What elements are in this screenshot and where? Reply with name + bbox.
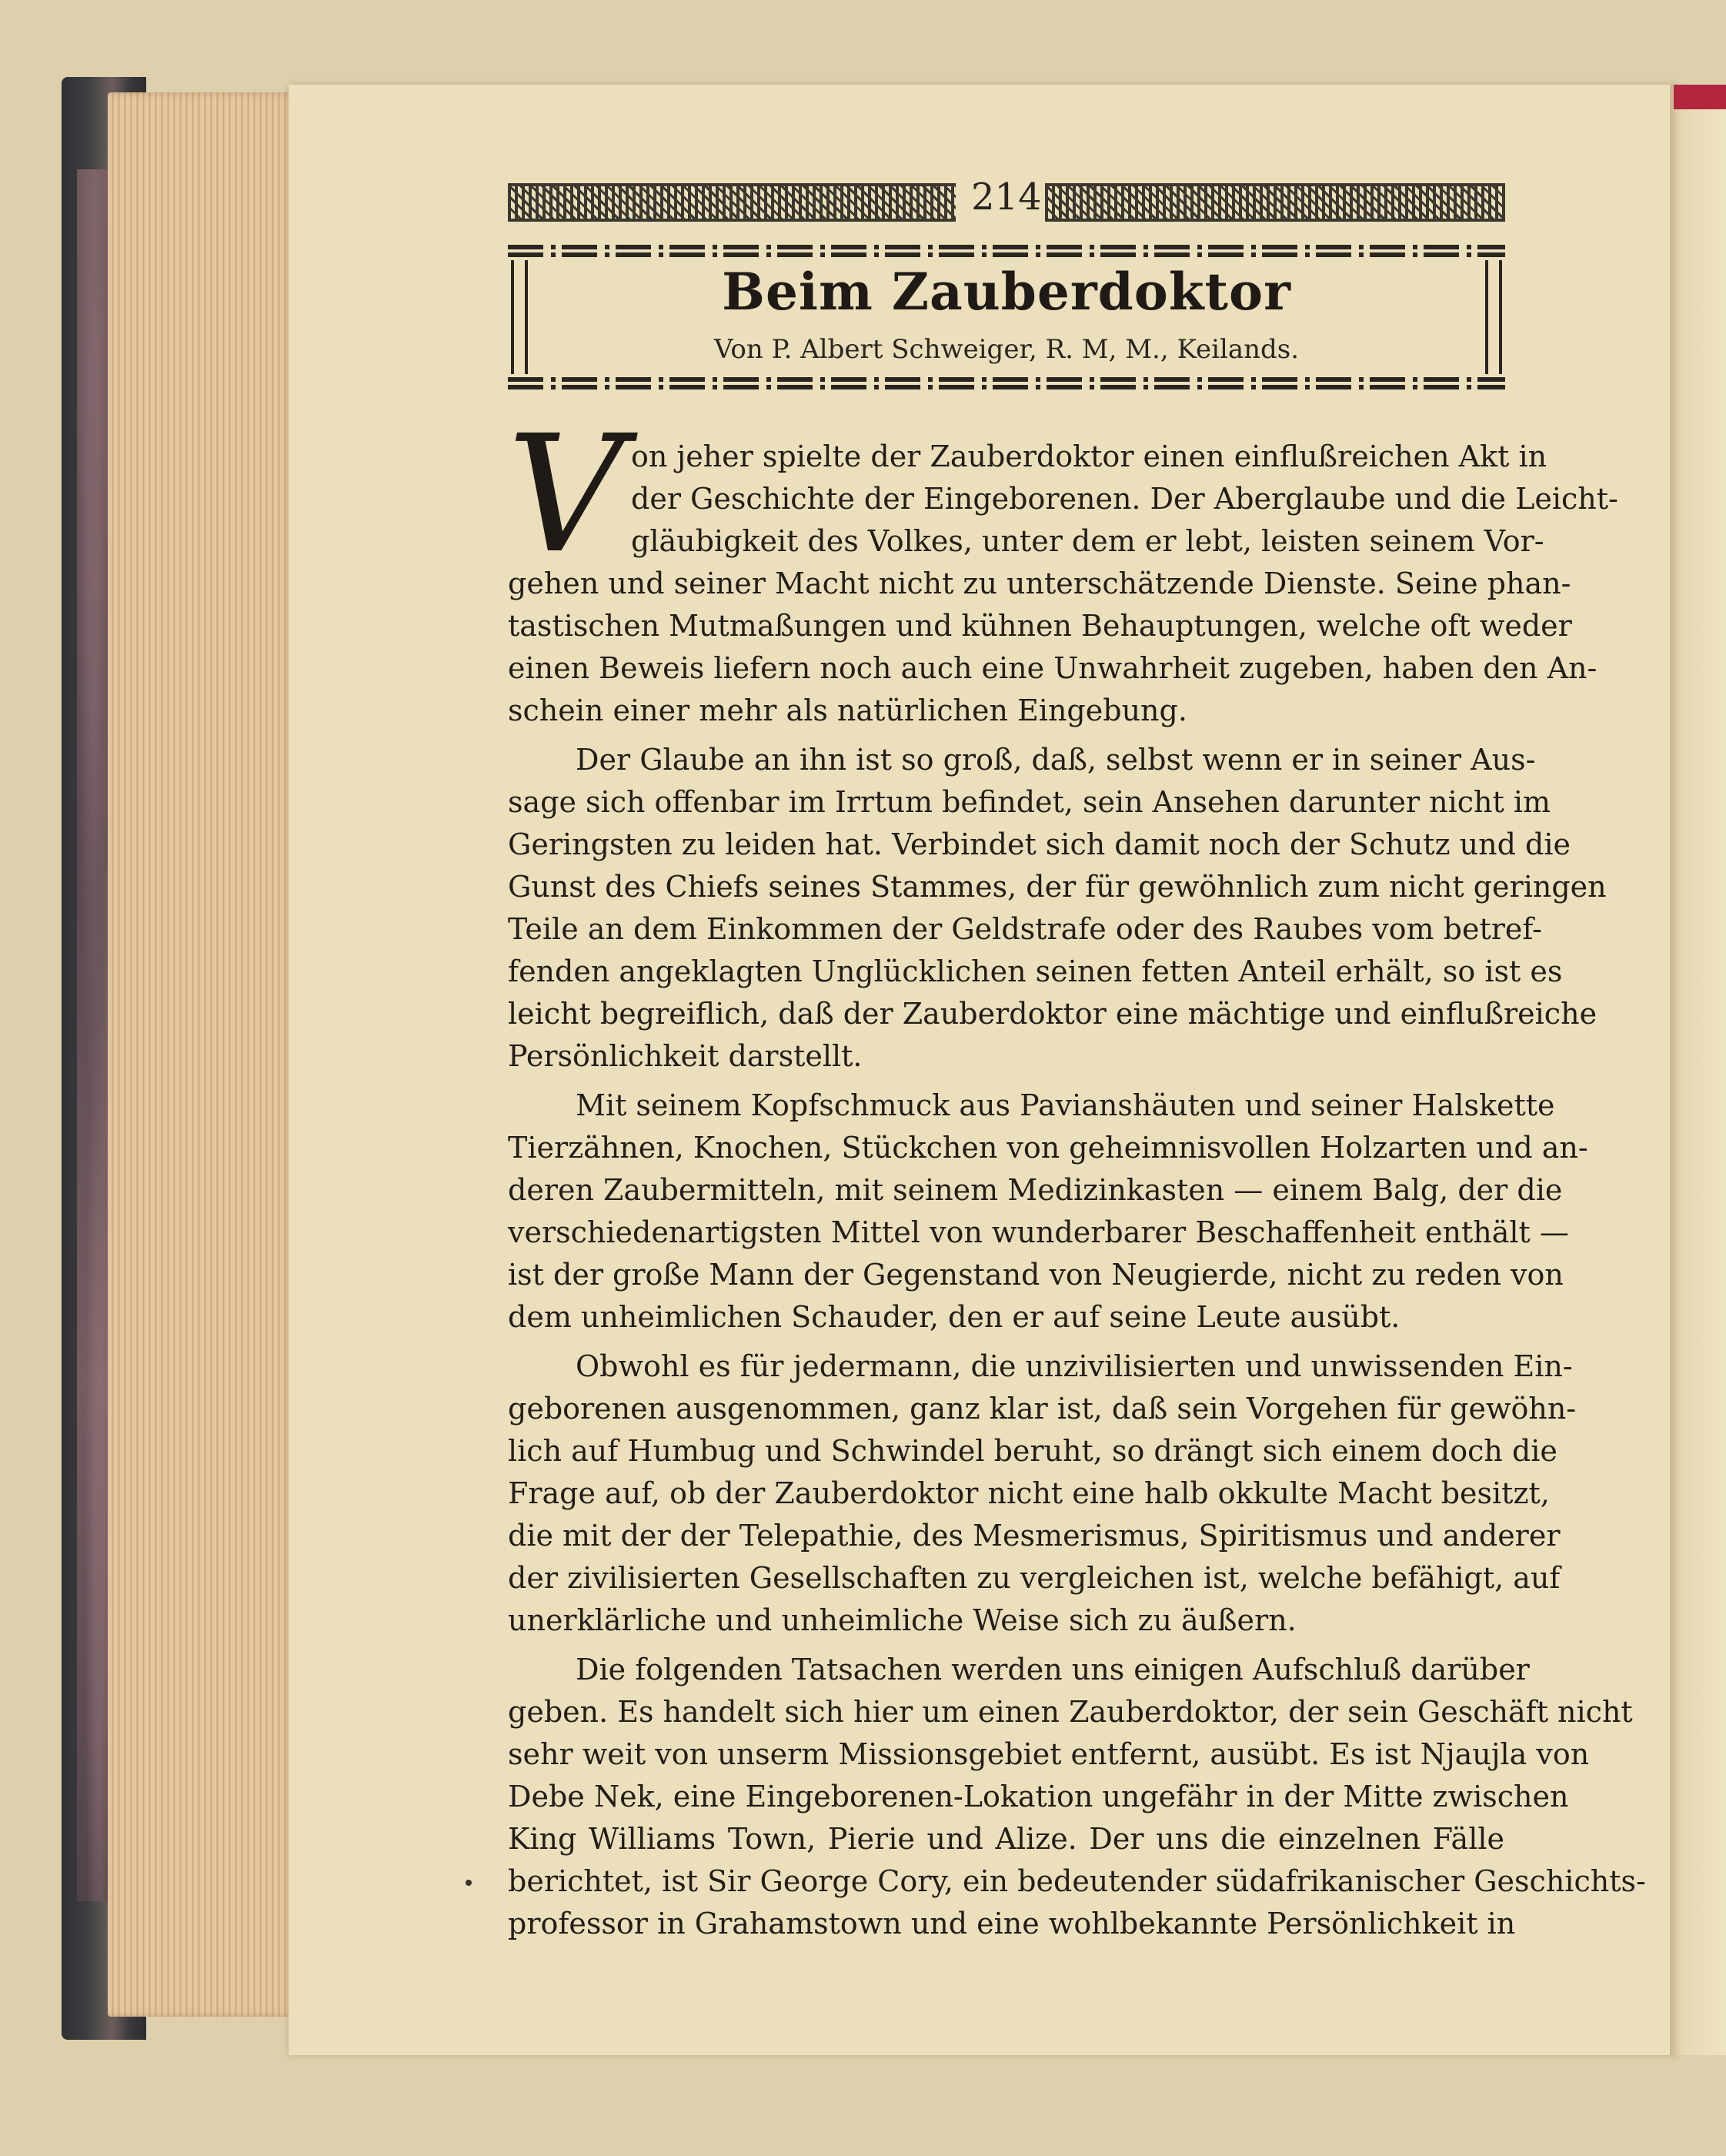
facing-page-edge xyxy=(1670,85,1726,2055)
text-line: Persönlichkeit darstellt. xyxy=(508,1039,863,1073)
text-line: die mit der der Telepathie, des Mesmerismus, Spiritismus und anderer xyxy=(508,1519,1561,1553)
frame-rule-bottom xyxy=(508,377,1505,389)
text-line: berichtet, ist Sir George Cory, ein bedeutender südafrikanischer Geschichts- xyxy=(508,1864,1646,1898)
drop-cap: V xyxy=(507,400,624,589)
text-line: sage sich offenbar im Irrtum befindet, sein Ansehen darunter nicht im xyxy=(508,785,1551,819)
text-line: Mit seinem Kopfschmuck aus Pavianshäuten und seiner Halskette xyxy=(576,1088,1555,1122)
text-line: fenden angeklagten Unglücklichen seinen fetten Anteil erhält, so ist es xyxy=(508,954,1563,988)
text-line: Gunst des Chiefs seines Stammes, der für gewöhnlich zum nicht geringen xyxy=(508,870,1607,904)
text-line: leicht begreiflich, daß der Zauberdoktor eine mächtige und einflußreiche xyxy=(508,997,1597,1031)
text-line: Die folgenden Tatsachen werden uns einigen Aufschluß darüber xyxy=(576,1653,1530,1686)
text-line: Teile an dem Einkommen der Geldstrafe oder des Raubes vom betref- xyxy=(508,912,1542,946)
header-ornament-left xyxy=(508,183,956,222)
text-line: deren Zaubermitteln, mit seinem Medizinkasten — einem Balg, der die xyxy=(508,1173,1563,1207)
text-line: on jeher spielte der Zauberdoktor einen einflußreichen Akt in xyxy=(631,440,1547,473)
text-line: sehr weit von unserm Missionsgebiet entfernt, ausübt. Es ist Njaujla von xyxy=(508,1737,1590,1771)
text-line: der zivilisierten Gesellschaften zu vergleichen ist, welche befähigt, auf xyxy=(508,1561,1561,1595)
text-line: unerklärliche und unheimliche Weise sich zu äußern. xyxy=(508,1603,1297,1637)
page-number: 214 xyxy=(971,175,1042,219)
text-line: geborenen ausgenommen, ganz klar ist, daß sein Vorgehen für gewöhn- xyxy=(508,1392,1577,1426)
text-line: Frage auf, ob der Zauberdoktor nicht eine halb okkulte Macht besitzt, xyxy=(508,1476,1550,1510)
page-edges xyxy=(108,92,300,2017)
text-line: schein einer mehr als natürlichen Eingebung. xyxy=(508,694,1187,727)
text-line: Tierzähnen, Knochen, Stückchen von geheimnisvollen Holzarten und an- xyxy=(508,1131,1588,1165)
red-bookmark xyxy=(1674,85,1726,109)
text-line: professor in Grahamstown und eine wohlbekannte Persönlichkeit in xyxy=(508,1907,1516,1940)
text-line: King Williams Town, Pierie und Alize. Der uns die einzelnen Fälle xyxy=(508,1822,1504,1856)
text-line: lich auf Humbug und Schwindel beruht, so drängt sich einem doch die xyxy=(508,1434,1557,1468)
title-frame xyxy=(508,245,1505,389)
text-line: ist der große Mann der Gegenstand von Neugierde, nicht zu reden von xyxy=(508,1258,1564,1292)
text-line: einen Beweis liefern noch auch eine Unwahrheit zugeben, haben den An- xyxy=(508,651,1597,685)
text-line: geben. Es handelt sich hier um einen Zauberdoktor, der sein Geschäft nicht xyxy=(508,1695,1633,1729)
frame-side-right xyxy=(1485,260,1502,374)
frame-rule-top xyxy=(508,245,1505,257)
text-line: gläubigkeit des Volkes, unter dem er lebt, leisten seinem Vor- xyxy=(631,524,1544,558)
text-line: gehen und seiner Macht nicht zu unterschätzende Dienste. Seine phan- xyxy=(508,567,1571,600)
article-title: Beim Zauberdoktor xyxy=(722,262,1291,322)
text-line: verschiedenartigsten Mittel von wunderbarer Beschaffenheit enthält — xyxy=(508,1215,1569,1249)
frame-side-left xyxy=(511,260,528,374)
text-line: Geringsten zu leiden hat. Verbindet sich damit noch der Schutz und die xyxy=(508,827,1571,861)
text-line: Debe Nek, eine Eingeborenen-Lokation ungefähr in der Mitte zwischen xyxy=(508,1780,1569,1813)
text-line: der Geschichte der Eingeborenen. Der Aberglaube und die Leicht- xyxy=(631,482,1618,516)
text-line: tastischen Mutmaßungen und kühnen Behauptungen, welche oft weder xyxy=(508,609,1572,643)
header-ornament-right xyxy=(1045,183,1505,222)
text-line: dem unheimlichen Schauder, den er auf seine Leute ausübt. xyxy=(508,1300,1400,1334)
text-line: Obwohl es für jedermann, die unzivilisierten und unwissenden Ein- xyxy=(576,1349,1573,1383)
article-byline: Von P. Albert Schweiger, R. M, M., Keilands. xyxy=(713,334,1300,365)
text-line: Der Glaube an ihn ist so groß, daß, selbst wenn er in seiner Aus- xyxy=(576,743,1536,777)
margin-dot xyxy=(466,1880,472,1886)
